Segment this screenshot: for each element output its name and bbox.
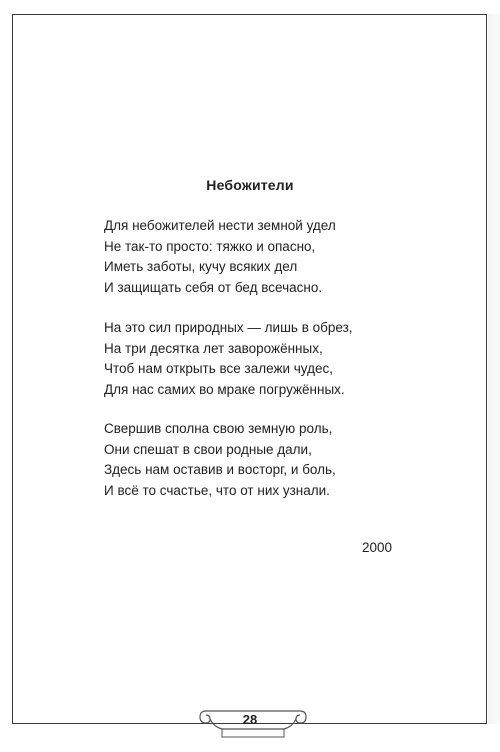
poem-year: 2000 <box>362 540 393 555</box>
poem-line: Они спешат в свои родные дали, <box>104 441 312 457</box>
stanza-1 <box>104 216 424 298</box>
poem-line: Здесь нам оставив и восторг, и боль, <box>104 462 336 477</box>
poem-line: И всё то счастье, что от них узнали. <box>104 482 330 498</box>
poem-title: Небожители <box>206 177 294 193</box>
page-number: 28 <box>242 712 258 727</box>
poem-line: На три десятка лет заворожённых, <box>104 340 323 356</box>
stanza-2 <box>104 318 424 400</box>
stanza-3 <box>104 419 424 501</box>
poem-line: Не так-то просто: тяжко и опасно, <box>104 238 316 254</box>
poem-line: Свершив сполна свою земную роль, <box>104 421 333 436</box>
poem-line: Иметь заботы, кучу всяких дел <box>104 259 298 274</box>
poem-line: Для небожителей нести земной удел <box>104 218 336 233</box>
poem-line: На это сил природных — лишь в обрез, <box>104 320 353 335</box>
poem-line: И защищать себя от бед всечасно. <box>104 279 323 295</box>
page-edge-shadow <box>488 14 500 724</box>
poem-line: Для нас самих во мраке погружённых. <box>104 381 345 397</box>
poem-line: Чтоб нам открыть все залежи чудес, <box>104 361 333 376</box>
